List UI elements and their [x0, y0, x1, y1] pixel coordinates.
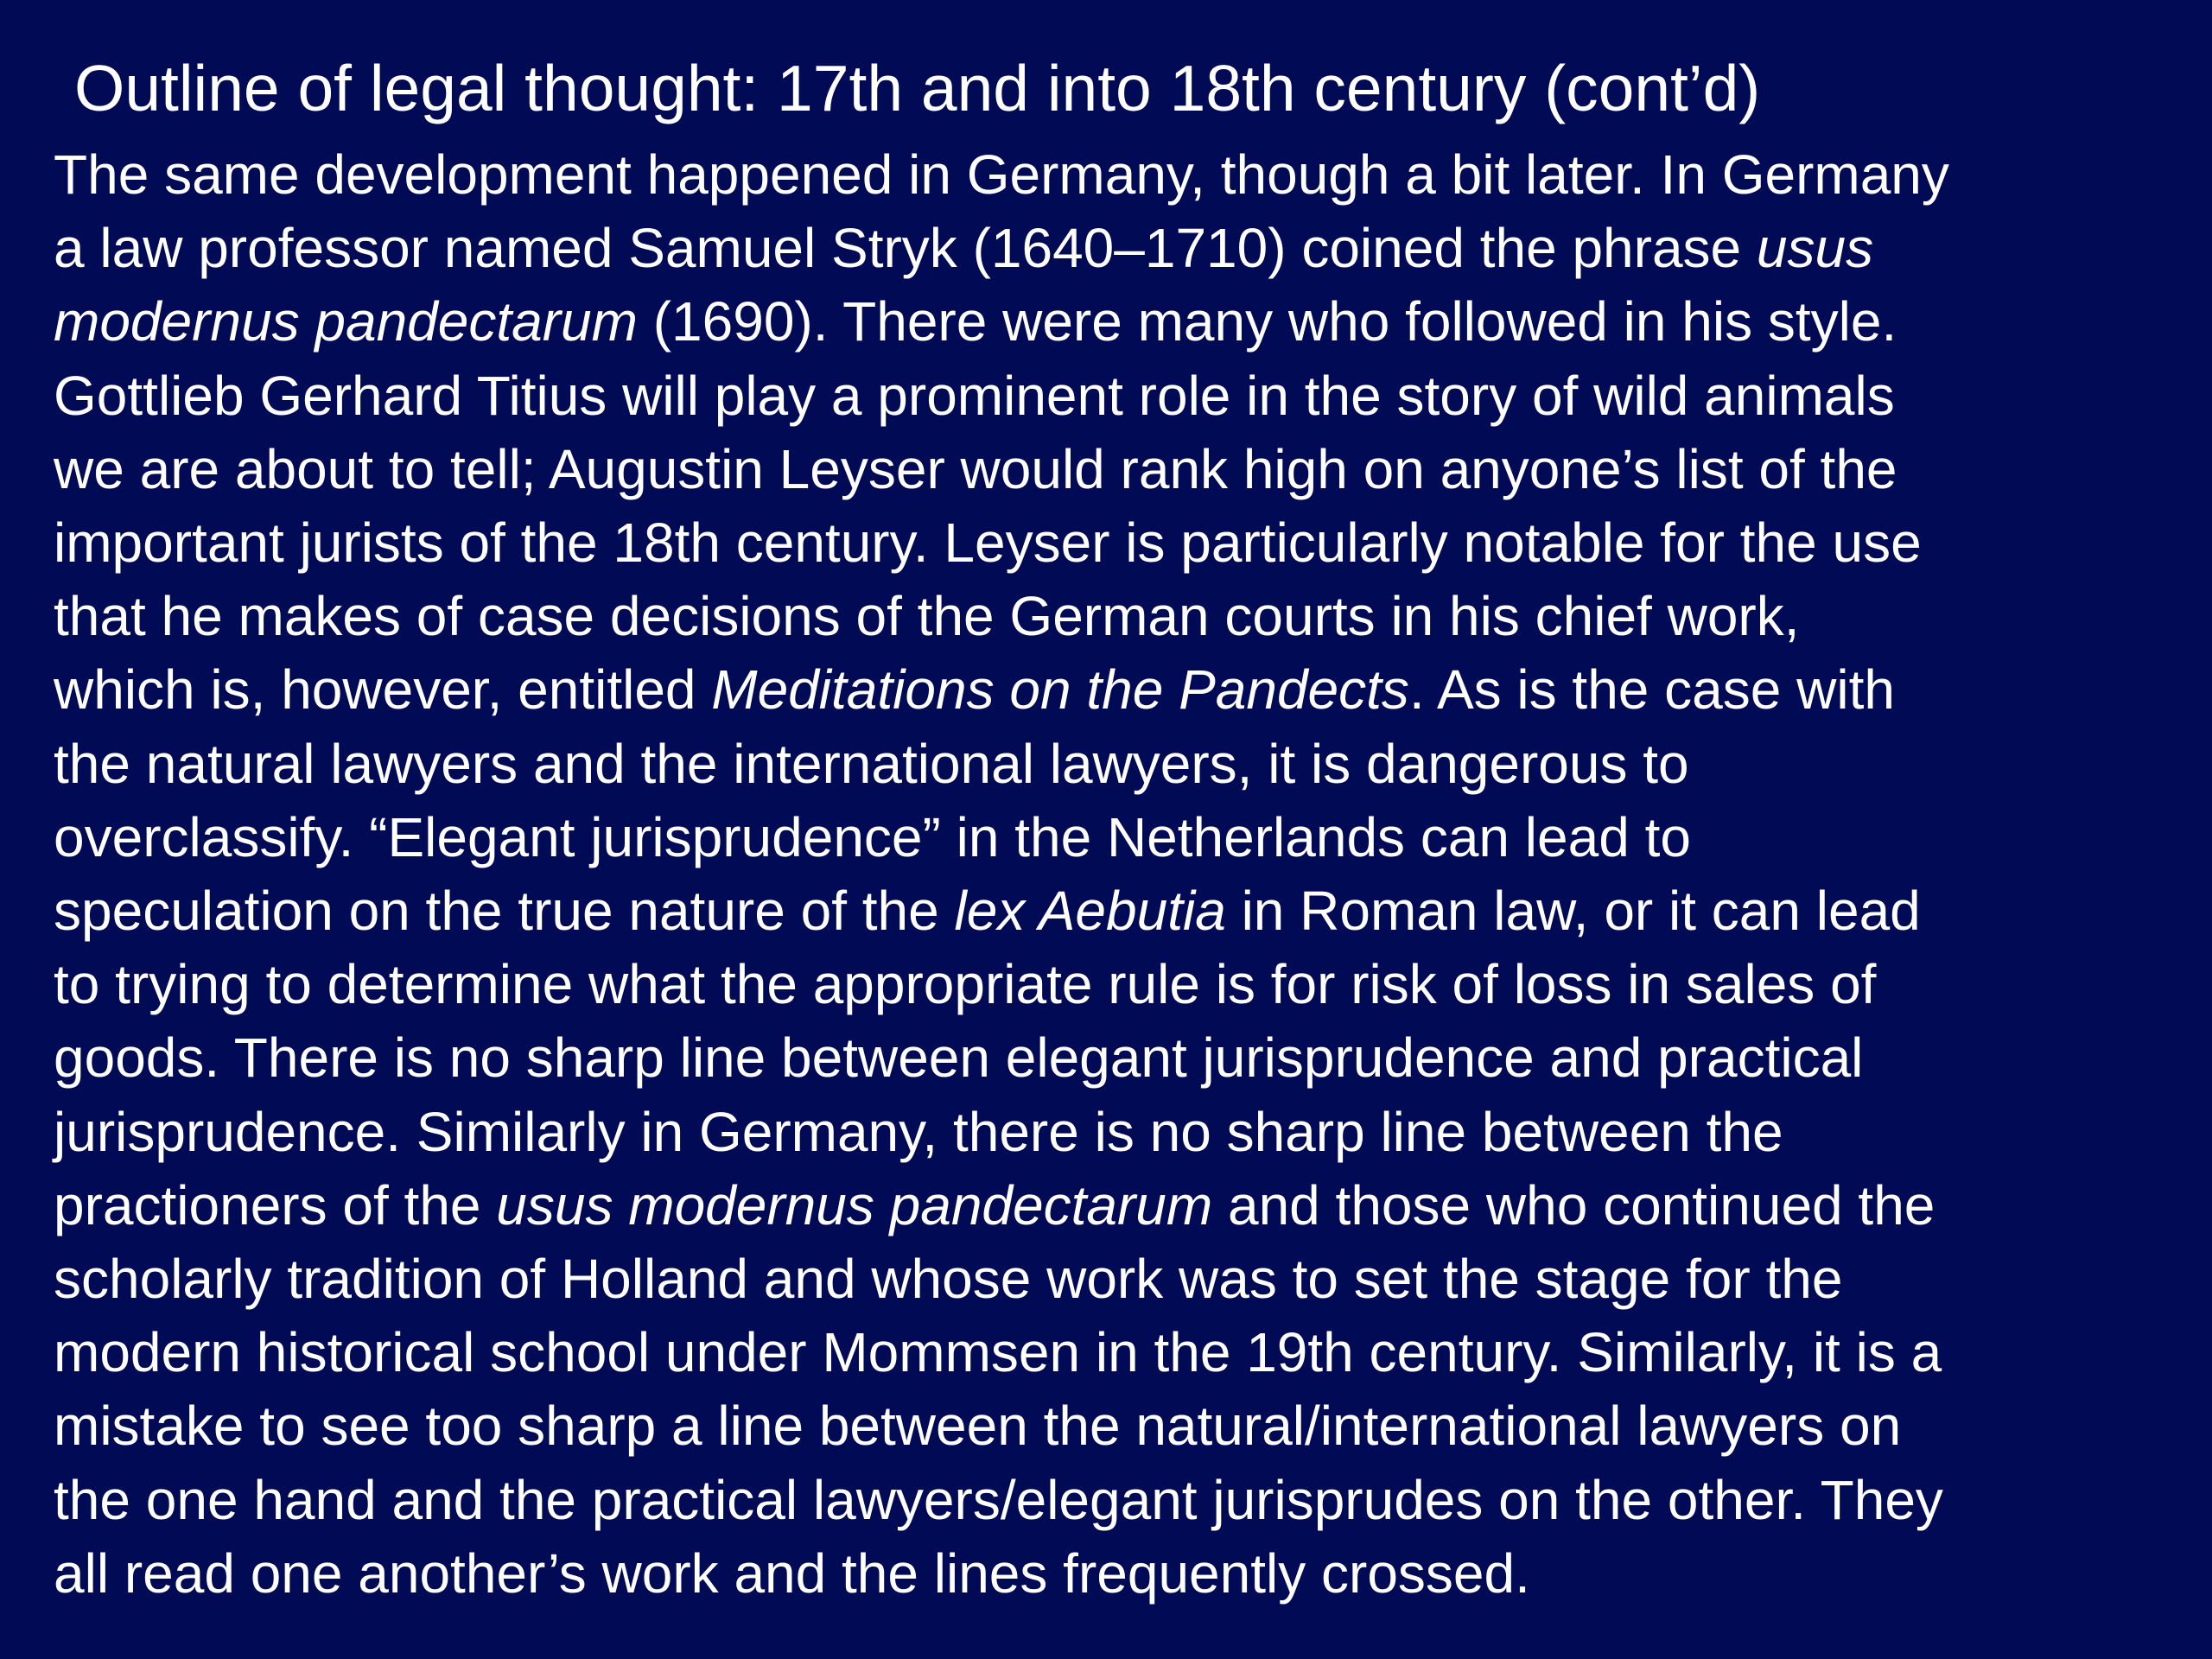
body-line-3	[54, 285, 2162, 359]
body-line-8	[54, 653, 2162, 727]
body-text-segment: jurisprudence. Similarly in Germany, there is no sharp line between the	[54, 1100, 1783, 1163]
body-text-segment: a law professor named Samuel Stryk (1640–1710) coined the phrase	[54, 217, 1757, 280]
italic-title: Meditations on the Pandects	[711, 658, 1409, 721]
slide-body-text	[54, 138, 2162, 1611]
body-line-10	[54, 801, 2162, 874]
body-text-segment: . As is the case with	[1408, 658, 1895, 721]
body-text-segment: overclassify. “Elegant jurisprudence” in the Netherlands can lead to	[54, 805, 1691, 868]
italic-term: lex Aebutia	[954, 880, 1226, 943]
body-line-16	[54, 1243, 2162, 1316]
body-text-segment: which is, however, entitled	[54, 658, 712, 721]
body-line-1	[54, 138, 2162, 212]
body-line-20	[54, 1537, 2162, 1611]
body-text-segment: mistake to see too sharp a line between the natural/international lawyers on	[54, 1395, 1902, 1458]
body-line-15	[54, 1169, 2162, 1243]
body-line-12	[54, 948, 2162, 1021]
body-line-13	[54, 1021, 2162, 1095]
italic-term: usus	[1756, 217, 1874, 280]
body-text-segment: The same development happened in Germany, though a bit later. In Germany	[54, 143, 1949, 206]
body-text-segment: and those who continued the	[1212, 1173, 1936, 1236]
italic-term: modernus pandectarum	[54, 290, 638, 353]
body-text-segment: Gottlieb Gerhard Titius will play a prominent role in the story of wild animals	[54, 364, 1895, 427]
body-text-segment: all read one another’s work and the lines frequently crossed.	[54, 1541, 1530, 1605]
body-text-segment: practioners of the	[54, 1173, 497, 1236]
body-text-segment: that he makes of case decisions of the German courts in his chief work,	[54, 585, 1800, 648]
body-text-segment: (1690). There were many who followed in his style.	[637, 290, 1897, 353]
slide-title: Outline of legal thought: 17th and into 18th century (cont’d)	[74, 52, 1761, 124]
body-line-2	[54, 212, 2162, 285]
body-text-segment: to trying to determine what the appropriate rule is for risk of loss in sales of	[54, 953, 1877, 1016]
body-line-9	[54, 728, 2162, 801]
body-text-segment: the one hand and the practical lawyers/elegant jurisprudes on the other. They	[54, 1468, 1943, 1531]
body-text-segment: modern historical school under Mommsen in the 19th century. Similarly, it is a	[54, 1321, 1942, 1384]
body-text-segment: goods. There is no sharp line between elegant jurisprudence and practical	[54, 1027, 1864, 1090]
body-text-segment: the natural lawyers and the international lawyers, it is dangerous to	[54, 732, 1689, 795]
body-text-segment: scholarly tradition of Holland and whose work was to set the stage for the	[54, 1248, 1843, 1311]
body-text-segment: important jurists of the 18th century. Leyser is particularly notable for the use	[54, 512, 1922, 575]
body-line-11	[54, 874, 2162, 948]
body-line-17	[54, 1316, 2162, 1389]
body-text-segment: we are about to tell; Augustin Leyser would rank high on anyone’s list of the	[54, 437, 1897, 500]
body-text-segment: speculation on the true nature of the	[54, 880, 955, 943]
body-line-5	[54, 433, 2162, 506]
body-line-14	[54, 1096, 2162, 1169]
body-line-4	[54, 359, 2162, 433]
italic-term: usus modernus pandectarum	[496, 1173, 1213, 1236]
body-line-6	[54, 506, 2162, 580]
body-text-segment: in Roman law, or it can lead	[1225, 880, 1921, 943]
body-line-7	[54, 580, 2162, 653]
body-line-18	[54, 1389, 2162, 1463]
body-line-19	[54, 1464, 2162, 1537]
